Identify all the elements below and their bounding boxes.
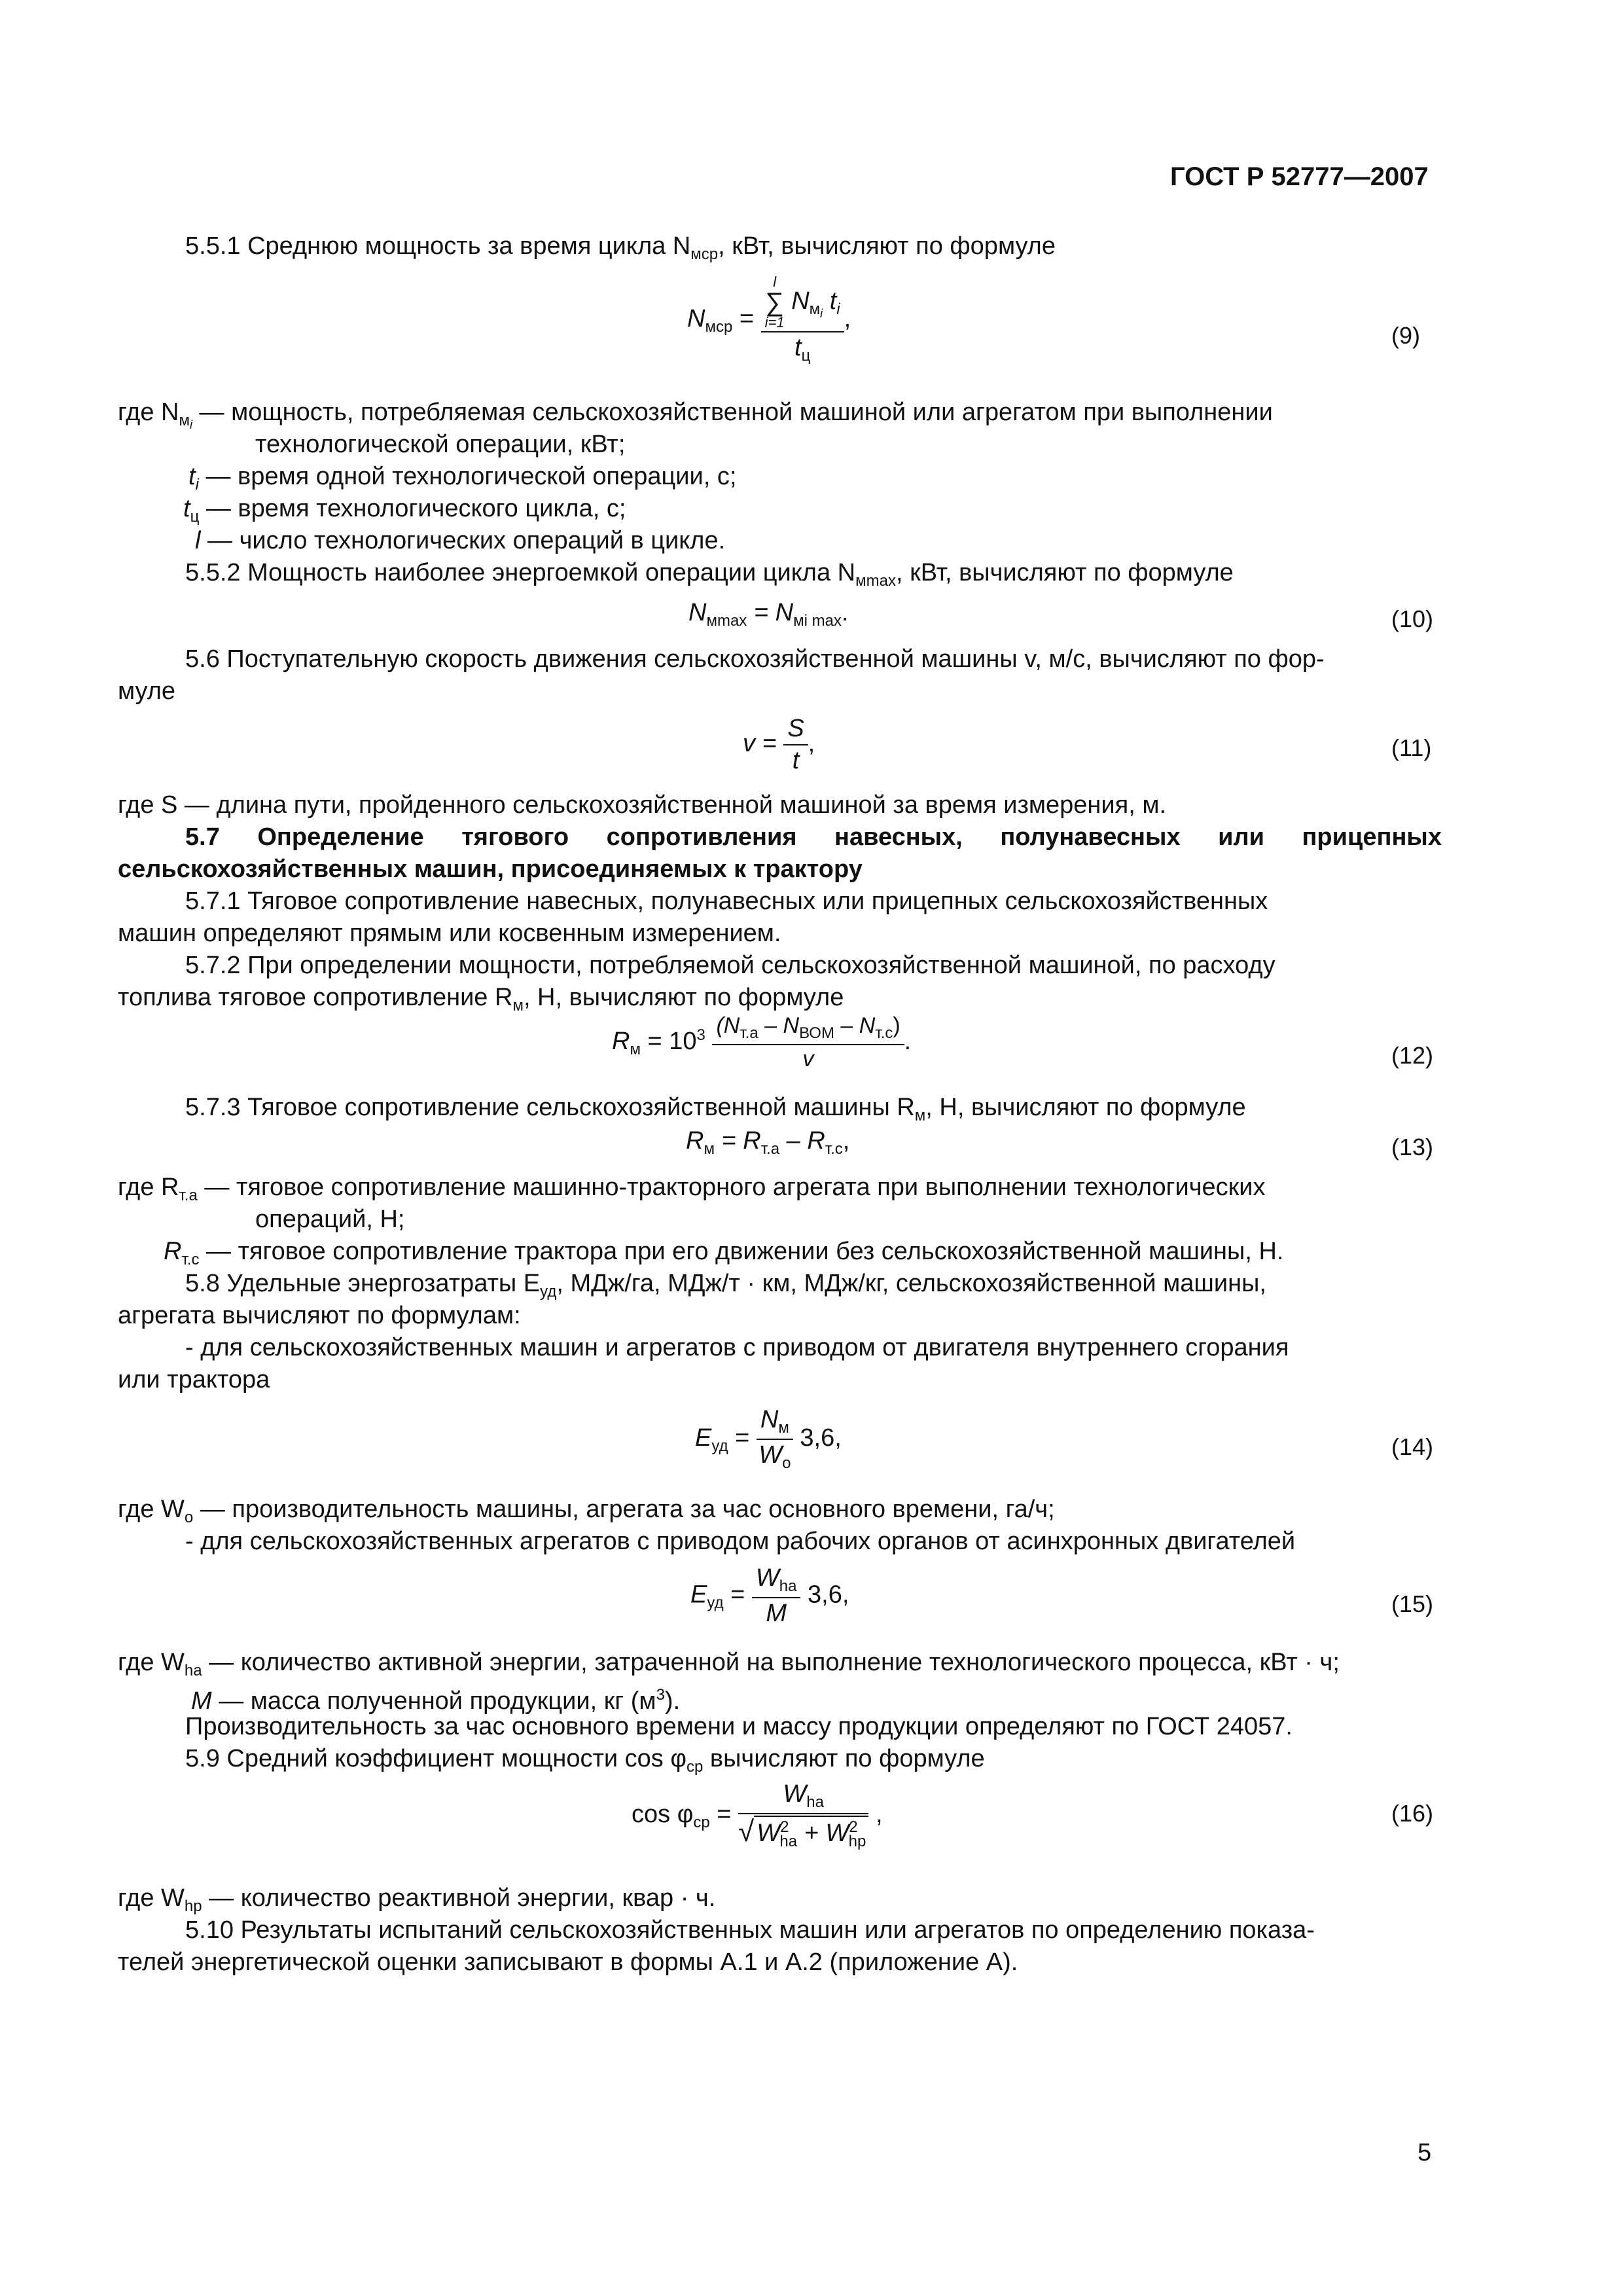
definition-r-ta: где $R_{т.а}$ — тяговое сопротивление машинно-тракторного агрегата при выполнении технологических xyxy=(118,1174,1266,1204)
formula-16: $\cos \varphi_{ср}$ = $\frac{W_{ha}}{√ W^2_{ha} + W^2_{hp}}$ , xyxy=(632,1780,883,1850)
definition-tc: $t_ц$ — время технологического цикла, с; xyxy=(183,495,626,526)
equation-number-14: (14) xyxy=(1391,1433,1434,1460)
document-header: ГОСТ Р 52777—2007 xyxy=(1170,162,1429,191)
paragraph-productivity: Производительность за час основного времени и массу продукции определяют по ГОСТ 24057. xyxy=(185,1713,1293,1740)
paragraph-5-10: 5.10 Результаты испытаний сельскохозяйственных машин или агрегатов по определению показа- xyxy=(185,1916,1315,1944)
paragraph-5-8-cont: агрегата вычисляют по формулам: xyxy=(118,1302,521,1329)
equation-number-12: (12) xyxy=(1391,1042,1434,1069)
page-number: 5 xyxy=(1418,2139,1432,2166)
list-item-async: - для сельскохозяйственных агрегатов с приводом рабочих органов от асинхронных двигателей xyxy=(185,1528,1296,1555)
definition-n-mi-cont: технологической операции, кВт; xyxy=(255,431,626,458)
definition-s: где S — длина пути, пройденного сельскохозяйственной машиной за время измерения, м. xyxy=(118,791,1167,819)
paragraph-5-7-1-cont: машин определяют прямым или косвенным измерением. xyxy=(118,920,781,947)
paragraph-5-10-cont: телей энергетической оценки записывают в формы А.1 и А.2 (приложение А). xyxy=(118,1948,1018,1976)
paragraph-5-7-2-cont: топлива тяговое сопротивление $R_м$, Н, вычисляют по формуле xyxy=(118,984,844,1014)
formula-10: $N_{мmax} = N_{мi max}$. xyxy=(688,599,849,630)
paragraph-5-5-2: 5.5.2 Мощность наиболее энергоемкой операции цикла $N_{мmax}$, кВт, вычисляют по формуле xyxy=(185,559,1234,590)
definition-whp: где $W_{hp}$ — количество реактивной энергии, квар · ч. xyxy=(118,1884,716,1915)
definition-ti: $t_i$ — время одной технологической операции, с; xyxy=(188,463,737,493)
formula-9: $N_{мср}$ = l ∑ i=1 $N_{м_i}$ $t_i$ $t_ц$ , xyxy=(687,274,851,365)
paragraph-5-6: 5.6 Поступательную скорость движения сельскохозяйственной машины v, м/с, вычисляют по фор- xyxy=(185,645,1325,673)
equation-number-15: (15) xyxy=(1391,1590,1434,1617)
equation-number-16: (16) xyxy=(1391,1800,1434,1827)
definition-m: M — масса полученной продукции, кг $(м^3)$. xyxy=(191,1686,681,1715)
paragraph-5-5-1: 5.5.1 Среднюю мощность за время цикла $N_{мср}$, кВт, вычисляют по формуле xyxy=(185,232,1056,263)
equation-number-11: (11) xyxy=(1391,734,1432,761)
definition-wha: где $W_{ha}$ — количество активной энергии, затраченной на выполнение технологического процесса, кВт · ч; xyxy=(118,1649,1340,1679)
paragraph-5-7-3: 5.7.3 Тяговое сопротивление сельскохозяйственной машины $R_м$, Н, вычисляют по формуле xyxy=(185,1094,1246,1124)
equation-number-13: (13) xyxy=(1391,1134,1434,1160)
formula-14: $E_{уд}$ = $\frac{N_м}{W_o}$ 3,6, xyxy=(695,1406,842,1472)
paragraph-5-7-2: 5.7.2 При определении мощности, потребляемой сельскохозяйственной машиной, по расходу xyxy=(185,952,1275,979)
section-heading-5-7: 5.7 Определение тягового сопротивления навесных, полунавесных или прицепных xyxy=(185,823,1442,851)
formula-11: v = $\frac{S}{t}$ , xyxy=(743,715,815,774)
formula-12: $R_м = 10^3$ $\frac{(N_{т.а} - N_{ВОМ} - N_{т.с})}{v}$ . xyxy=(612,1013,912,1071)
definition-wo: где $W_o$ — производительность машины, агрегата за час основного времени, га/ч; xyxy=(118,1496,1055,1526)
equation-number-9: (9) xyxy=(1391,322,1420,349)
paragraph-5-6-cont: муле xyxy=(118,677,176,705)
definition-r-tc: $R_{т.с}$ — тяговое сопротивление трактора при его движении без сельскохозяйственной машины, Н. xyxy=(164,1238,1284,1268)
paragraph-5-8: 5.8 Удельные энергозатраты $E_{уд}$, МДж/га, МДж/т · км, МДж/кг, сельскохозяйственной машины, xyxy=(185,1270,1266,1300)
definition-l: l — число технологических операций в цикле. xyxy=(195,527,726,554)
list-item-ice-cont: или трактора xyxy=(118,1366,270,1393)
definition-n-mi: где $N_{м_i}$ — мощность, потребляемая сельскохозяйственной машиной или агрегатом при выполнении xyxy=(118,399,1273,431)
paragraph-5-7-1: 5.7.1 Тяговое сопротивление навесных, полунавесных или прицепных сельскохозяйственных xyxy=(185,888,1268,915)
equation-number-10: (10) xyxy=(1391,605,1434,632)
paragraph-5-9: 5.9 Средний коэффициент мощности $\cos \varphi_{ср}$ вычисляют по формуле xyxy=(185,1745,985,1776)
formula-15: $E_{уд}$ = $\frac{W_{ha}}{M}$ 3,6, xyxy=(690,1564,849,1627)
section-heading-5-7-cont: сельскохозяйственных машин, присоединяемых к трактору xyxy=(118,855,863,883)
list-item-ice: - для сельскохозяйственных машин и агрегатов с приводом от двигателя внутреннего сгорания xyxy=(185,1334,1289,1361)
definition-r-ta-cont: операций, Н; xyxy=(255,1206,405,1233)
formula-13: $R_м = R_{т.а} - R_{т.с}$, xyxy=(686,1127,850,1158)
